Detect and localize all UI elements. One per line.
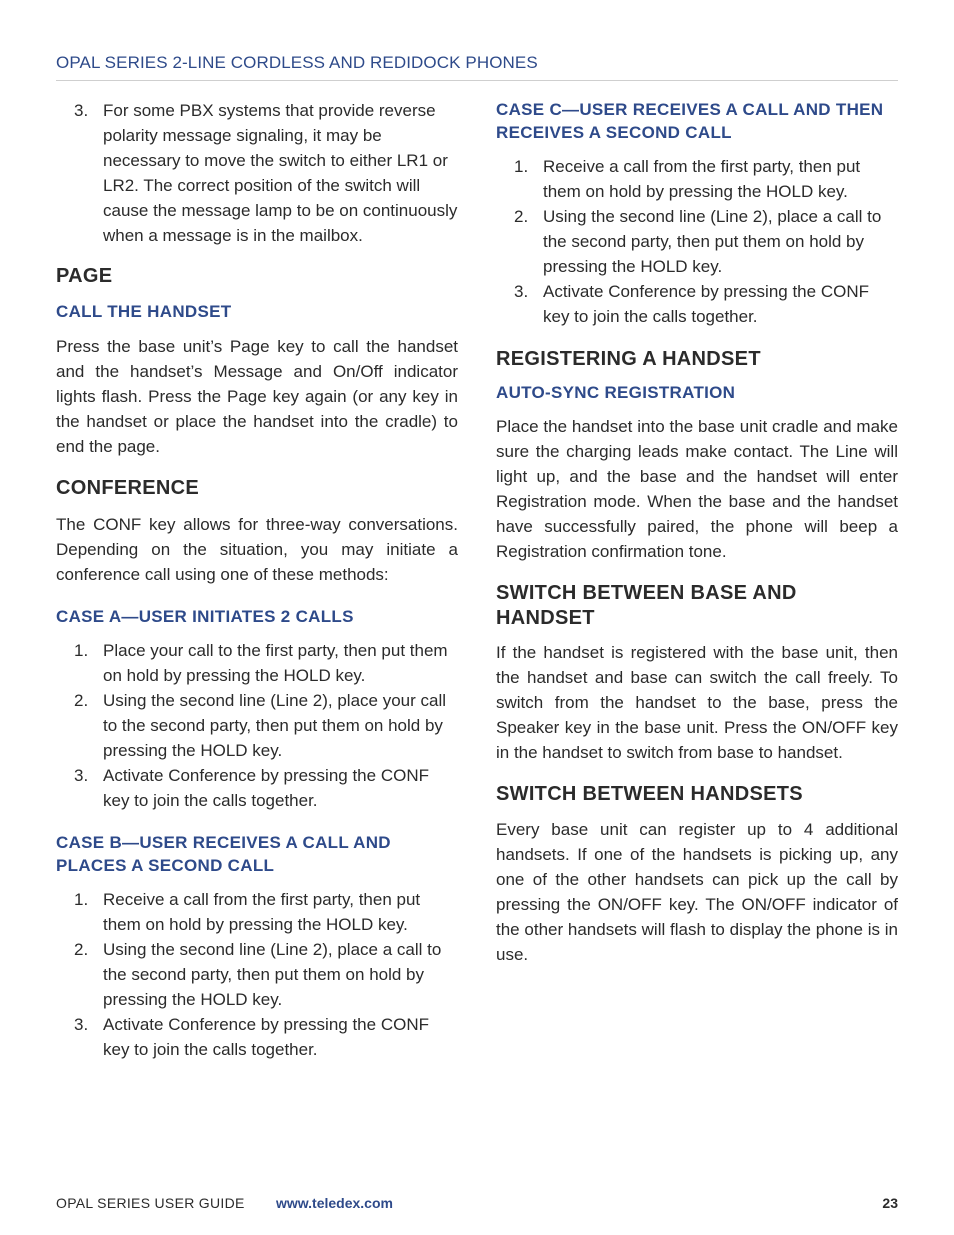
pbx-list (56, 98, 458, 248)
list-text: Using the second line (Line 2), place a call to the second party, then put them on hold by pressing the HOLD key. (543, 207, 882, 276)
list-number: 2. (74, 691, 89, 710)
footer-website-link[interactable]: www.teledex.com (276, 1195, 393, 1211)
list-number: 2. (74, 940, 89, 959)
list-item (56, 887, 458, 937)
list-text: Using the second line (Line 2), place your call to the second party, then put them on hold by pressing the HOLD key. (103, 691, 447, 760)
list-item (56, 688, 458, 763)
list-number: 2. (514, 207, 529, 226)
list-text: Using the second line (Line 2), place a call to the second party, then put them on hold by pressing the HOLD key. (103, 940, 442, 1009)
case-c-heading-line1: CASE C—USER RECEIVES A CALL AND THEN (496, 100, 884, 119)
list-number: 3. (74, 1015, 89, 1034)
list-text: Activate Conference by pressing the CONF key to join the calls together. (103, 1015, 429, 1059)
case-b-heading-line2: PLACES A SECOND CALL (56, 856, 275, 875)
header-divider (56, 80, 898, 81)
case-c-list (496, 154, 898, 329)
list-number: 3. (514, 282, 529, 301)
switch-base-heading (496, 581, 898, 631)
list-item (56, 937, 458, 1012)
list-number: 3. (74, 101, 89, 120)
list-text: For some PBX systems that provide reverse polarity message signaling, it may be necessary to move the switch to either LR1 or LR2. The correct position of the switch will cause the message lamp to be on continuously when a message is in the mailbox. (103, 101, 458, 245)
list-item (496, 204, 898, 279)
switch-handsets-paragraph: Every base unit can register up to 4 additional handsets. If one of the handsets is picking up, any one of the other handsets can pick up the call by pressing the ON/OFF key. The ON/OFF indicator of the other handsets will flash to display the phone is in use. (496, 820, 898, 964)
conference-heading: CONFERENCE (56, 477, 200, 499)
left-column (56, 98, 458, 1062)
switch-handsets-heading: SWITCH BETWEEN HANDSETS (496, 783, 803, 805)
case-b-list (56, 887, 458, 1062)
list-item (496, 154, 898, 204)
case-c-heading (496, 98, 898, 144)
list-number: 1. (514, 157, 529, 176)
page-paragraph: Press the base unit’s Page key to call the handset and the handset’s Message and On/Off indicator lights flash. Press the Page key again (or any key in the handset or place the handset into the cradle) to end the page. (56, 337, 458, 456)
list-item (56, 98, 458, 248)
list-item (56, 763, 458, 813)
call-handset-subheading: CALL THE HANDSET (56, 302, 232, 321)
running-header: OPAL SERIES 2-LINE CORDLESS AND REDIDOCK PHONES (56, 53, 538, 72)
list-text: Receive a call from the first party, then put them on hold by pressing the HOLD key. (543, 157, 861, 201)
list-text: Activate Conference by pressing the CONF key to join the calls together. (543, 282, 869, 326)
case-b-heading-line1: CASE B—USER RECEIVES A CALL AND (56, 833, 391, 852)
registering-paragraph: Place the handset into the base unit cradle and make sure the charging leads make contact. The Line will light up, and the base and the handset will enter Registration mode. When the base and the handset have successfully paired, the phone will beep a Registration confirmation tone. (496, 417, 898, 561)
switch-base-paragraph: If the handset is registered with the base unit, then the handset and base can switch the call freely. To switch from the handset to the base, press the Speaker key in the base unit. Press the ON/OFF key in the handset to switch from base to handset. (496, 643, 898, 762)
case-c-heading-line2: RECEIVES A SECOND CALL (496, 123, 732, 142)
case-a-heading: CASE A—USER INITIATES 2 CALLS (56, 607, 354, 626)
list-item (56, 638, 458, 688)
list-text: Receive a call from the first party, then put them on hold by pressing the HOLD key. (103, 890, 421, 934)
footer-guide-title: OPAL SERIES USER GUIDE (56, 1195, 245, 1211)
page-number: 23 (882, 1195, 898, 1211)
list-text: Place your call to the first party, then put them on hold by pressing the HOLD key. (103, 641, 448, 685)
list-number: 1. (74, 890, 89, 909)
list-item (56, 1012, 458, 1062)
auto-sync-subheading: AUTO-SYNC REGISTRATION (496, 383, 736, 402)
registering-heading: REGISTERING A HANDSET (496, 348, 761, 370)
list-number: 3. (74, 766, 89, 785)
right-column (496, 98, 898, 967)
switch-base-heading-line1: SWITCH BETWEEN BASE AND (496, 582, 797, 604)
list-item (496, 279, 898, 329)
case-a-list (56, 638, 458, 813)
list-text: Activate Conference by pressing the CONF key to join the calls together. (103, 766, 429, 810)
switch-base-heading-line2: HANDSET (496, 607, 595, 629)
list-number: 1. (74, 641, 89, 660)
page-heading: PAGE (56, 265, 113, 287)
conference-paragraph: The CONF key allows for three-way conversations. Depending on the situation, you may initiate a conference call using one of these methods: (56, 515, 458, 584)
case-b-heading (56, 831, 458, 877)
